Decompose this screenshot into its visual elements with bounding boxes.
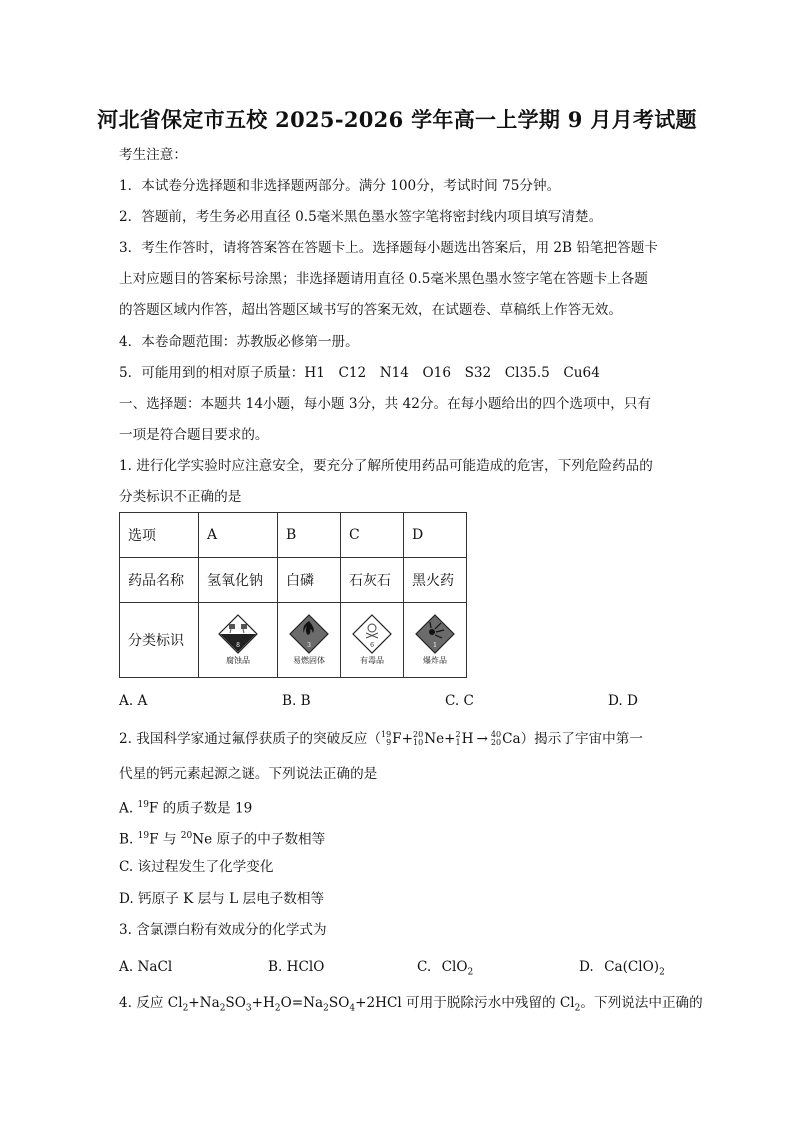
q4-text: +2HCl 可用于脱除污水中残留的 Cl: [355, 995, 575, 1011]
q4-text: SO: [328, 995, 350, 1011]
q2-text: 2. 我国科学家通过氟俘获质子的突破反应（: [119, 731, 381, 747]
reaction-arrow: →: [476, 731, 488, 747]
notice-item: 1．本试卷分选择题和非选择题两部分。满分 100分，考试时间 75分钟。: [119, 178, 561, 194]
notice-item: 的答题区域内作答，超出答题区域书写的答案无效，在试题卷、草稿纸上作答无效。: [119, 302, 622, 318]
plus-sign: +: [401, 731, 413, 747]
section-heading: 一、选择题：本题共 14小题，每小题 3分，共 42分。在每小题给出的四个选项中，只有: [119, 396, 651, 412]
subscript: 2: [323, 1003, 329, 1014]
element-symbol: Ne: [424, 731, 445, 747]
table-cell: 黑火药: [404, 558, 467, 603]
question-3-stem: 3. 含氯漂白粉有效成分的化学式为: [119, 922, 327, 938]
atomic-number: 1: [455, 738, 461, 747]
plus-sign: +: [444, 731, 456, 747]
page-title: 河北省保定市五校 2025-2026 学年高一上学期 9 月月考试题: [97, 107, 697, 132]
q3-option-c: [417, 958, 473, 982]
table-cell: 石灰石: [341, 558, 404, 603]
table-cell: B: [278, 513, 341, 558]
subscript: 2: [467, 967, 474, 978]
hazard-class-number: 6: [370, 642, 374, 649]
table-cell: [404, 603, 467, 678]
toxic-hazard-icon: [349, 614, 395, 666]
question-2-stem: [119, 730, 643, 748]
mass-number: 40: [490, 730, 502, 739]
q3-option-d: [579, 958, 665, 982]
question-1-stem-cont: 分类标识不正确的是: [119, 489, 242, 505]
corrosive-hazard-icon: [207, 614, 269, 666]
hazard-class-number: 3: [307, 642, 311, 649]
nuclide-h: [456, 730, 474, 748]
hazard-class-number: 8: [236, 642, 240, 649]
q1-option-c: C. C: [445, 693, 474, 709]
option-text: F 与: [149, 831, 181, 848]
table-cell: 白磷: [278, 558, 341, 603]
chemical-formula: ClO: [441, 959, 468, 975]
table-cell: C: [341, 513, 404, 558]
subscript: 3: [245, 1003, 252, 1014]
q1-option-a: A. A: [119, 693, 148, 709]
notice-item: 4．本卷命题范围：苏教版必修第一册。: [119, 334, 359, 350]
q4-text: +Na: [188, 995, 220, 1011]
table-row-icons: [120, 603, 467, 678]
atomic-number: 20: [490, 738, 502, 747]
hazard-class-number: 1: [433, 642, 437, 649]
hazard-caption: 腐蚀品: [226, 656, 250, 665]
notice-item: 上对应题目的答案标号涂黑；非选择题请用直径 0.5毫米黑色墨水签字笔在答题卡上各题: [119, 271, 648, 287]
table-cell: 分类标识: [120, 603, 199, 678]
section-heading-cont: 一项是符合题目要求的。: [119, 427, 269, 443]
table-cell: 选项: [120, 513, 199, 558]
option-letter: D.: [579, 959, 594, 975]
atomic-number: 9: [386, 738, 392, 747]
mass-number: 19: [380, 730, 392, 739]
element-symbol: F: [392, 731, 402, 747]
flammable-solid-hazard-icon: [286, 614, 332, 666]
subscript: 2: [659, 967, 665, 978]
nuclide-f: [381, 730, 402, 748]
table-cell: [199, 603, 278, 678]
subscript: 2: [219, 1003, 226, 1014]
table-cell: [341, 603, 404, 678]
mass-number: 19: [137, 831, 150, 841]
option-letter: C.: [417, 959, 432, 975]
q4-text: O=Na: [280, 995, 324, 1011]
option-letter: A.: [119, 800, 138, 817]
q2-text: ）揭示了宇宙中第一: [520, 731, 643, 747]
notice-heading: 考生注意：: [119, 147, 187, 163]
table-cell: [278, 603, 341, 678]
notice-item: 2．答题前，考生务必用直径 0.5毫米黑色墨水签字笔将密封线内项目填写清楚。: [119, 209, 603, 225]
subscript: 4: [349, 1003, 356, 1014]
q4-text: +H: [251, 995, 275, 1011]
element-symbol: H: [461, 731, 474, 747]
q4-text: 4. 反应 Cl: [119, 995, 183, 1011]
option-letter: B.: [119, 831, 138, 848]
q2-option-d: D. 钙原子 K 层与 L 层电子数相等: [119, 891, 325, 907]
table-row-names: [120, 558, 467, 603]
table-cell: A: [199, 513, 278, 558]
question-1-stem: 1. 进行化学实验时应注意安全，要充分了解所使用药品可能造成的危害，下列危险药品的: [119, 458, 653, 474]
q3-option-b: B. HClO: [268, 959, 325, 975]
q2-option-b: [119, 827, 325, 849]
option-text: F 的质子数是 19: [148, 800, 253, 817]
subscript: 2: [574, 1003, 581, 1014]
subscript: 2: [182, 1003, 189, 1014]
hazard-caption: 有毒品: [360, 656, 384, 665]
table-cell: 氢氧化钠: [199, 558, 278, 603]
table-header-row: [120, 513, 467, 558]
hazard-classification-table: [119, 512, 467, 678]
q4-text: 。下列说法中正确的: [580, 995, 703, 1011]
nuclide-ca: [491, 730, 521, 748]
element-symbol: Ca: [502, 731, 521, 747]
table-cell: 药品名称: [120, 558, 199, 603]
question-4-stem: [119, 994, 703, 1018]
hazard-caption: 易燃固体: [293, 656, 325, 665]
q1-option-b: B. B: [282, 693, 311, 709]
option-text: Ne 原子的中子数相等: [192, 831, 326, 848]
q4-text: SO: [225, 995, 246, 1011]
mass-number: 20: [413, 730, 424, 739]
q2-option-a: [119, 796, 252, 818]
q3-option-a: A. NaCl: [119, 959, 173, 975]
chemical-formula: Ca(ClO): [604, 959, 660, 975]
atomic-number: 10: [413, 738, 424, 747]
q1-option-d: D. D: [608, 693, 638, 709]
subscript: 2: [274, 1003, 281, 1014]
notice-item: 3．考生作答时，请将答案答在答题卡上。选择题每小题选出答案后，用 2B 铅笔把答题卡: [119, 240, 658, 256]
explosive-hazard-icon: [412, 614, 458, 666]
question-2-stem-cont: 代星的钙元素起源之谜。下列说法正确的是: [119, 766, 378, 782]
q2-option-c: C. 该过程发生了化学变化: [119, 859, 274, 875]
notice-item: 5．可能用到的相对原子质量：H1 C12 N14 O16 S32 Cl35.5 Cu64: [119, 365, 600, 381]
mass-number: 20: [180, 831, 193, 841]
mass-number: 19: [137, 800, 149, 810]
nuclide-ne: [413, 730, 444, 748]
mass-number: 2: [455, 730, 461, 739]
hazard-caption: 爆炸品: [423, 656, 447, 665]
table-cell: D: [404, 513, 467, 558]
